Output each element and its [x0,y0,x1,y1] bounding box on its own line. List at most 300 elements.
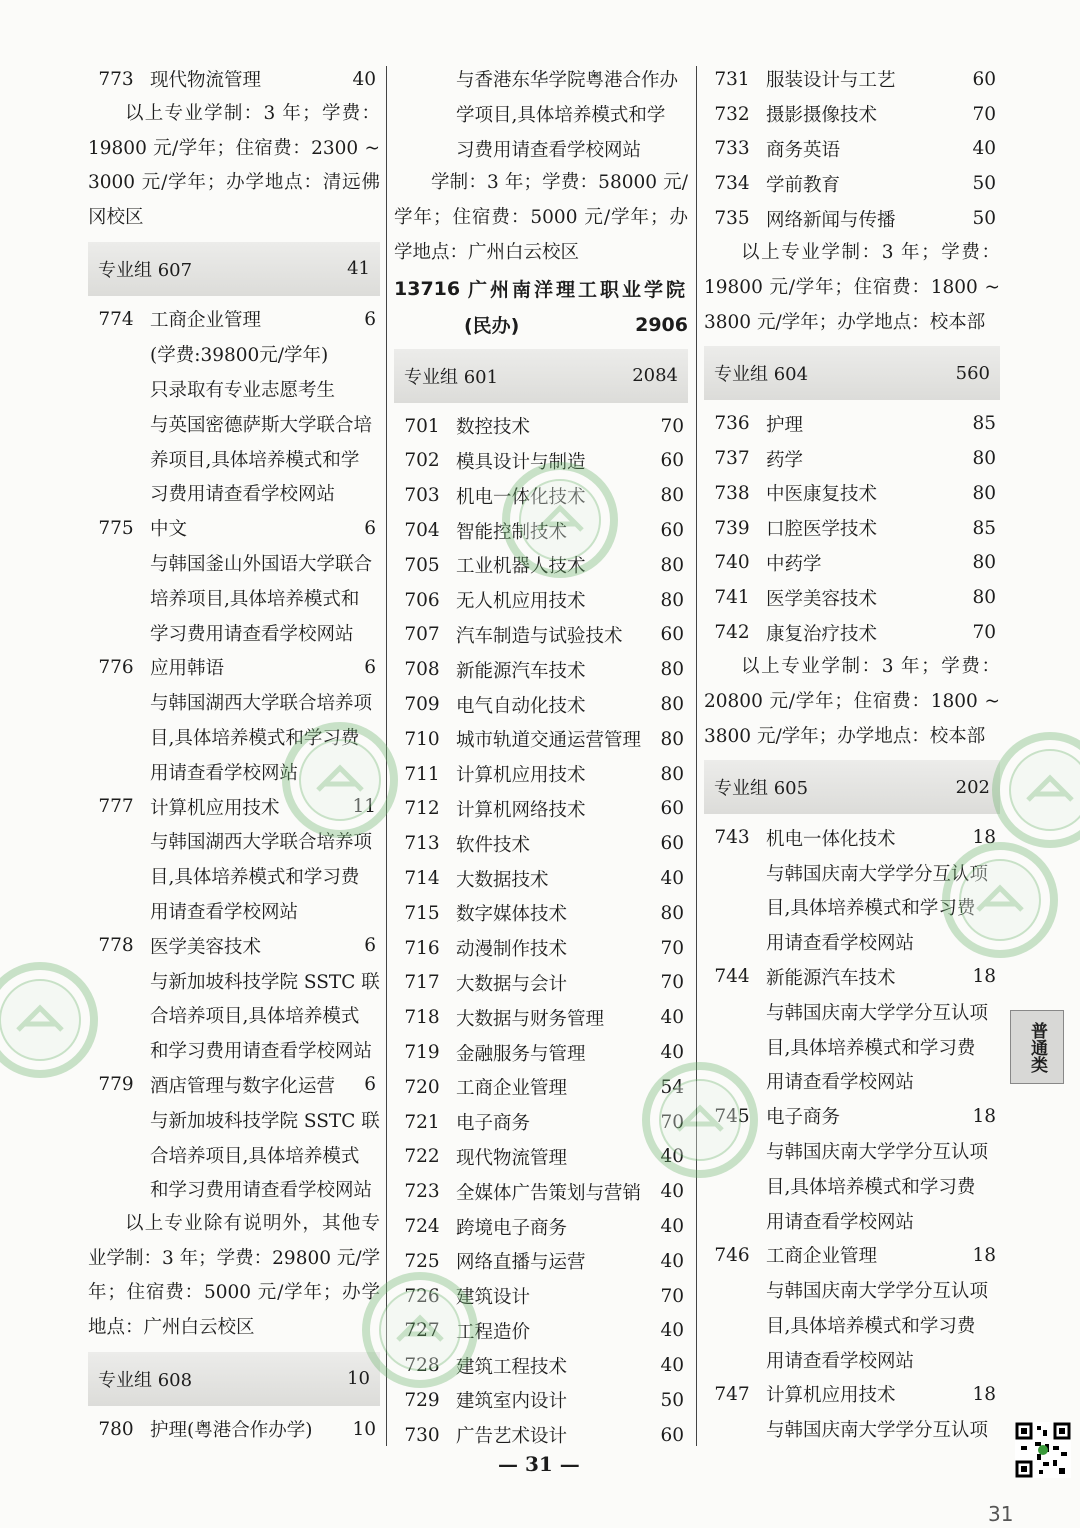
column-2 [394,62,688,1453]
major-code: 719 [404,1042,440,1064]
major-name: 软件技术 [456,834,531,856]
major-note: 目,具体培养模式和学习费 [766,1315,976,1337]
school-type: (民办) [464,315,520,338]
major-note: 只录取有专业志愿考生 [150,379,336,401]
enrollment-count: 60 [660,833,684,855]
major-row [704,97,1000,132]
major-code: 774 [98,308,134,330]
major-name: 学前教育 [766,174,841,196]
major-row [704,132,1000,167]
major-row [394,1035,688,1070]
major-row [394,1070,688,1105]
enrollment-count: 40 [660,1146,684,1168]
enrollment-count: 11 [352,796,376,818]
major-row [704,1377,1000,1412]
enrollment-count: 40 [660,868,684,890]
major-code: 721 [404,1111,440,1133]
major-name: 动漫制作技术 [456,939,568,961]
major-note: 目,具体培养模式和学习费 [150,867,360,889]
major-row [704,546,1000,581]
major-name: 医学美容技术 [766,588,878,610]
major-note: 用请查看学校网站 [766,1350,915,1372]
major-note: 和学习费用请查看学校网站 [150,1041,373,1063]
policy-text: 学地点：广州白云校区 [394,241,580,263]
policy-text: 业学制：3 年；学费：29800 元/学 [88,1247,381,1269]
group-count: 41 [347,258,370,280]
major-name: 电气自动化技术 [456,695,586,717]
major-note: 与韩国釜山外国语大学联合 [150,553,373,575]
enrollment-count: 54 [660,1076,684,1098]
major-note: 培养项目,具体培养模式和 [150,588,360,610]
enrollment-count: 6 [364,308,376,330]
major-code: 775 [98,517,134,539]
major-code: 704 [404,520,440,542]
major-name: 现代物流管理 [456,1147,568,1169]
enrollment-count: 60 [660,798,684,820]
major-row [394,792,688,827]
major-name: 工商企业管理 [150,310,262,332]
major-note: 与韩国庆南大学学分互认项 [766,1420,989,1442]
major-row [394,1314,688,1349]
enrollment-count: 80 [972,552,996,574]
major-code: 743 [714,827,750,849]
major-code: 777 [98,796,134,818]
major-row [394,1348,688,1383]
major-group-header [88,242,380,296]
major-note: 合培养项目,具体培养模式 [150,1145,360,1167]
enrollment-count: 50 [972,208,996,230]
major-code: 732 [714,103,750,125]
major-note: 目,具体培养模式和学习费 [766,898,976,920]
enrollment-count: 18 [972,1383,996,1405]
major-row [394,1418,688,1453]
major-name: 护理 [766,414,804,436]
major-code: 773 [98,68,134,90]
major-name: 计算机应用技术 [456,765,586,787]
major-group-header [394,349,688,403]
enrollment-count: 80 [972,448,996,470]
major-name: 现代物流管理 [150,70,262,92]
major-code: 703 [404,485,440,507]
major-row [394,687,688,722]
major-code: 729 [404,1389,440,1411]
major-code: 715 [404,902,440,924]
enrollment-count: 40 [660,1320,684,1342]
policy-text: 以上专业学制：3 年；学费： [741,655,1000,677]
group-label: 专业组 607 [98,259,193,281]
major-row [704,511,1000,546]
enrollment-count: 80 [660,485,684,507]
major-code: 745 [714,1105,750,1127]
major-code: 737 [714,448,750,470]
major-name: 计算机应用技术 [150,797,280,819]
enrollment-count: 40 [660,1216,684,1237]
major-note: 与韩国湖西大学联合培养项 [150,693,373,715]
enrollment-count: 80 [660,589,684,611]
major-name: 网络直播与运营 [456,1252,586,1274]
group-count: 10 [347,1368,370,1390]
group-label: 专业组 604 [714,364,809,386]
major-row [704,1099,1000,1134]
school-header [394,271,688,307]
major-name: 金融服务与管理 [456,1043,586,1065]
major-row [394,1383,688,1418]
major-name: 网络新闻与传播 [766,209,896,231]
major-name: 建筑设计 [456,1287,531,1309]
enrollment-count: 40 [660,1042,684,1064]
major-name: 数控技术 [456,417,531,439]
enrollment-count: 40 [660,1250,684,1272]
policy-text: 以上专业除有说明外，其他专 [125,1212,380,1234]
major-note: 用请查看学校网站 [766,933,915,955]
major-code: 713 [404,833,440,855]
major-name: 大数据与财务管理 [456,1008,605,1030]
major-row [394,1244,688,1279]
major-code: 742 [714,622,750,644]
major-code: 731 [714,68,750,90]
major-code: 739 [714,517,750,539]
major-row [394,826,688,861]
major-note: 用请查看学校网站 [150,762,299,784]
major-name: 电子商务 [766,1107,841,1129]
enrollment-count: 40 [660,1181,684,1203]
major-note: 与新加坡科技学院 SSTC 联 [150,971,380,993]
enrollment-count: 40 [660,1355,684,1377]
major-row [88,511,380,546]
major-row [704,201,1000,236]
major-row [704,820,1000,855]
enrollment-count: 80 [660,659,684,681]
major-row [88,789,380,824]
major-row [704,441,1000,476]
major-row [394,757,688,792]
major-name: 智能控制技术 [456,521,568,543]
major-code: 708 [404,659,440,681]
major-code: 728 [404,1355,440,1377]
major-name: 城市轨道交通运营管理 [456,730,642,752]
policy-text: 3800 元/学年；办学地点：校本部 [704,725,986,747]
enrollment-count: 18 [972,966,996,988]
policy-text: 19800 元/学年；住宿费：1800 ~ [704,276,1000,298]
major-note: 与韩国庆南大学学分互认项 [766,1281,989,1303]
major-name: 新能源汽车技术 [766,967,896,989]
major-code: 701 [404,415,440,437]
enrollment-count: 40 [352,68,376,90]
major-code: 720 [404,1076,440,1098]
major-note: 养项目,具体培养模式和学 [150,449,360,471]
enrollment-count: 60 [972,68,996,90]
major-row [704,960,1000,995]
major-name: 药学 [766,449,804,471]
major-name: 护理(粤港合作办学) [150,1420,313,1442]
major-code: 716 [404,937,440,959]
enrollment-count: 80 [660,763,684,785]
major-name: 计算机网络技术 [456,799,586,821]
major-note: 学习费用请查看学校网站 [150,623,354,645]
school-count: 2906 [635,313,688,336]
policy-text: 年；住宿费：5000 元/学年；办学 [88,1282,380,1304]
enrollment-count: 70 [972,622,996,644]
page-number: — 31 — [498,1452,580,1476]
policy-text: 冈校区 [88,207,144,229]
major-name: 电子商务 [456,1113,531,1135]
major-row [394,1105,688,1140]
major-row [704,476,1000,511]
major-name: 工商企业管理 [456,1078,568,1100]
major-row [88,928,380,963]
major-code: 735 [714,208,750,230]
major-note: 用请查看学校网站 [766,1211,915,1233]
enrollment-count: 18 [972,1244,996,1266]
major-note: 与香港东华学院粤港合作办 [456,70,679,92]
major-row [88,302,380,337]
policy-text: 19800 元/学年；住宿费：2300 ~ [88,137,380,159]
enrollment-count: 18 [972,827,996,849]
major-name: 计算机应用技术 [766,1385,896,1407]
major-code: 722 [404,1146,440,1168]
column-divider [386,66,387,1446]
major-code: 702 [404,450,440,472]
major-name: 机电一体化技术 [456,486,586,508]
enrollment-count: 40 [972,138,996,160]
enrollment-count: 18 [972,1105,996,1127]
major-row [394,1140,688,1175]
major-code: 709 [404,694,440,716]
major-code: 740 [714,552,750,574]
major-row [394,444,688,479]
group-count: 202 [955,776,990,798]
major-code: 778 [98,935,134,957]
major-note: 与韩国庆南大学学分互认项 [766,1141,989,1163]
major-name: 工程造价 [456,1321,531,1343]
major-code: 706 [404,589,440,611]
major-note: 合培养项目,具体培养模式 [150,1006,360,1028]
major-code: 725 [404,1250,440,1272]
major-group-header [704,346,1000,400]
column-3 [704,62,1000,1447]
major-code: 733 [714,138,750,160]
major-code: 747 [714,1383,750,1405]
major-code: 746 [714,1244,750,1266]
major-note: 与韩国庆南大学学分互认项 [766,863,989,885]
major-note: 和学习费用请查看学校网站 [150,1180,373,1202]
major-row [394,722,688,757]
major-name: 广告艺术设计 [456,1426,568,1448]
enrollment-count: 50 [660,1389,684,1411]
major-row [704,1238,1000,1273]
watermark-seal-icon [0,960,100,1080]
major-name: 工商企业管理 [766,1246,878,1268]
major-row [394,1000,688,1035]
major-name: 建筑工程技术 [456,1356,568,1378]
major-name: 全媒体广告策划与营销 [456,1182,642,1204]
school-name: 广州南洋理工职业学院 [467,279,688,302]
enrollment-count: 50 [972,173,996,195]
major-note: 学项目,具体培养模式和学 [456,105,666,127]
enrollment-count: 60 [660,520,684,542]
major-name: 汽车制造与试验技术 [456,625,623,647]
major-code: 779 [98,1074,134,1096]
major-name: 摄影摄像技术 [766,105,878,127]
major-name: 商务英语 [766,139,841,161]
major-name: 中医康复技术 [766,484,878,506]
enrollment-count: 70 [660,1285,684,1307]
enrollment-count: 80 [660,694,684,716]
major-row [394,618,688,653]
major-code: 726 [404,1285,440,1307]
major-code: 724 [404,1216,440,1237]
policy-text: 地点：广州白云校区 [88,1317,255,1339]
major-code: 717 [404,972,440,994]
major-note: 用请查看学校网站 [766,1072,915,1094]
major-note: 习费用请查看学校网站 [456,139,642,161]
major-name: 新能源汽车技术 [456,660,586,682]
enrollment-count: 70 [972,103,996,125]
school-code: 13716 [394,277,461,300]
major-row [394,1279,688,1314]
major-name: 应用韩语 [150,658,225,680]
group-label: 专业组 601 [404,366,499,388]
major-code: 710 [404,728,440,750]
enrollment-count: 6 [364,517,376,539]
major-row [88,1412,380,1447]
major-row [394,931,688,966]
qr-code-icon [1015,1422,1071,1478]
major-row [704,62,1000,97]
corner-page-number: 31 [988,1502,1014,1526]
major-note: 与新加坡科技学院 SSTC 联 [150,1110,380,1132]
major-name: 大数据与会计 [456,973,568,995]
major-name: 大数据技术 [456,869,549,891]
major-row [394,896,688,931]
major-row [704,580,1000,615]
major-name: 康复治疗技术 [766,623,878,645]
enrollment-count: 80 [972,482,996,504]
major-name: 工业机器人技术 [456,556,586,578]
major-row [394,409,688,444]
watermark-seal-icon [990,730,1080,850]
column-divider [696,66,697,1446]
group-count: 560 [955,362,990,384]
group-label: 专业组 605 [714,778,809,800]
major-note: 与英国密德萨斯大学联合培 [150,414,373,436]
major-name: 建筑室内设计 [456,1391,568,1413]
major-row [88,650,380,685]
major-code: 776 [98,656,134,678]
major-code: 734 [714,173,750,195]
enrollment-count: 80 [660,902,684,924]
policy-text: 以上专业学制：3 年；学费： [125,102,380,124]
major-row [394,1174,688,1209]
major-name: 机电一体化技术 [766,828,896,850]
major-code: 780 [98,1418,134,1440]
enrollment-count: 85 [972,413,996,435]
enrollment-count: 70 [660,1111,684,1133]
major-note: 目,具体培养模式和学习费 [766,1176,976,1198]
major-row [394,583,688,618]
major-name: 服装设计与工艺 [766,70,896,92]
major-code: 707 [404,624,440,646]
major-name: 酒店管理与数字化运营 [150,1075,336,1097]
major-row [88,1068,380,1103]
enrollment-count: 85 [972,517,996,539]
enrollment-count: 70 [660,415,684,437]
major-name: 中药学 [766,553,822,575]
enrollment-count: 80 [660,554,684,576]
major-row [394,966,688,1001]
major-row [704,166,1000,201]
major-code: 727 [404,1320,440,1342]
major-row [704,406,1000,441]
major-row [394,652,688,687]
major-note: 用请查看学校网站 [150,901,299,923]
major-name: 口腔医学技术 [766,519,878,541]
major-row [394,861,688,896]
major-note: (学费:39800元/学年) [150,345,329,367]
major-code: 744 [714,966,750,988]
major-row [704,615,1000,650]
major-row [394,1209,688,1244]
major-code: 741 [714,587,750,609]
policy-text: 3800 元/学年；办学地点：校本部 [704,311,986,333]
policy-text: 学年；住宿费：5000 元/学年；办 [394,207,688,229]
major-note: 目,具体培养模式和学习费 [766,1037,976,1059]
major-group-header [704,760,1000,814]
major-group-header [88,1352,380,1406]
major-name: 跨境电子商务 [456,1217,568,1239]
enrollment-count: 70 [660,937,684,959]
major-note: 目,具体培养模式和学习费 [150,727,360,749]
major-code: 718 [404,1007,440,1029]
enrollment-count: 80 [660,728,684,750]
enrollment-count: 6 [364,1074,376,1096]
enrollment-count: 70 [660,972,684,994]
major-name: 医学美容技术 [150,936,262,958]
school-subheader [394,307,688,343]
major-name: 无人机应用技术 [456,591,586,613]
enrollment-count: 40 [660,1007,684,1029]
enrollment-count: 6 [364,656,376,678]
major-code: 714 [404,868,440,890]
major-code: 730 [404,1424,440,1446]
major-note: 习费用请查看学校网站 [150,484,336,506]
policy-text: 学制：3 年；学费：58000 元/ [431,172,688,194]
major-code: 736 [714,413,750,435]
major-note: 与韩国庆南大学学分互认项 [766,1002,989,1024]
policy-text: 20800 元/学年；住宿费：1800 ~ [704,690,1000,712]
major-code: 738 [714,482,750,504]
major-name: 数字媒体技术 [456,904,568,926]
major-row [88,62,380,97]
major-row [394,513,688,548]
major-code: 705 [404,554,440,576]
group-count: 2084 [632,365,678,387]
policy-text: 以上专业学制：3 年；学费： [741,241,1000,263]
major-row [394,478,688,513]
enrollment-count: 6 [364,935,376,957]
major-name: 中文 [150,519,188,541]
enrollment-count: 60 [660,450,684,472]
enrollment-count: 80 [972,587,996,609]
major-row [394,548,688,583]
major-code: 723 [404,1181,440,1203]
enrollment-count: 60 [660,1424,684,1446]
column-1 [88,62,380,1447]
category-side-tab: 普通类 [1010,1010,1064,1084]
policy-text: 3000 元/学年；办学地点：清远佛 [88,172,380,194]
major-code: 712 [404,798,440,820]
enrollment-count: 60 [660,624,684,646]
